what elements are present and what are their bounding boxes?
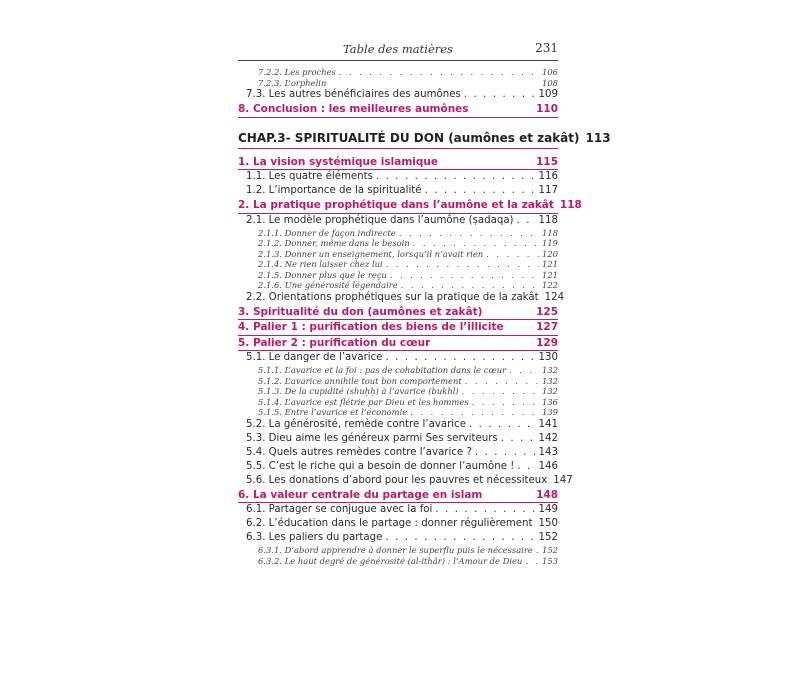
toc-entry-page: 132	[542, 365, 558, 375]
toc-entry-label: 6.3.2. Le haut degré de générosité (al-ithâr) : l’Amour de Dieu	[258, 555, 523, 566]
toc-entry-label: 2.1.4. Ne rien laisser chez lui	[258, 259, 383, 269]
toc-entry	[238, 320, 558, 336]
toc-entry-label: 1.1. Les quatre éléments	[246, 171, 373, 182]
toc-entry	[238, 198, 582, 214]
toc-entry	[238, 446, 558, 460]
toc-entry-label: 2.1. Le modèle prophétique dans l’aumône (ṣadaqa)	[246, 214, 514, 226]
leader-dots	[385, 351, 535, 365]
toc-entry	[238, 291, 565, 305]
leader-dots	[385, 531, 535, 545]
toc-entry	[238, 238, 558, 249]
toc-entry-page: 113	[585, 130, 611, 145]
toc-entry-page: 130	[538, 352, 558, 363]
toc-entry-label: 7.3. Les autres bénéficiaires des aumônes	[246, 89, 461, 100]
toc-entry-label: 6. La valeur centrale du partage en islam	[238, 488, 483, 501]
toc-entry-label: 2.1.6. Une générosité légendaire	[258, 280, 398, 290]
toc-entry-page: 115	[536, 155, 558, 168]
toc-entry-page: 109	[538, 89, 558, 100]
toc-entry-page: 116	[538, 171, 558, 182]
toc-entry-page: 119	[542, 238, 558, 248]
toc-entry-label: 2.1.2. Donner, même dans le besoin	[258, 238, 410, 248]
toc-entry-label: 5.1.3. De la cupidité (shuḥḥ) à l’avarice (bukhl)	[258, 386, 459, 396]
leader-dots	[469, 418, 536, 432]
leader-dots	[413, 238, 539, 249]
leader-dots	[386, 259, 539, 270]
toc-entry-label: 5. Palier 2 : purification du cœur	[238, 336, 431, 349]
leader-dots	[435, 503, 535, 517]
toc-entry-page: 122	[542, 280, 558, 290]
toc-entry	[238, 102, 558, 118]
toc-entry-page: 139	[542, 407, 558, 417]
toc-entry-page: 152	[542, 545, 558, 555]
leader-dots	[509, 365, 539, 376]
toc-entry-label: 6.3. Les paliers du partage	[246, 532, 383, 543]
toc-entry-label: 7.2.3. L’orphelin	[258, 77, 327, 88]
leader-dots	[517, 214, 536, 228]
toc-entry-label: 2.1.5. Donner plus que le reçu	[258, 269, 387, 280]
toc-entry	[238, 228, 558, 239]
toc-entry	[238, 270, 558, 281]
leader-dots	[399, 228, 539, 239]
toc-entry	[238, 155, 558, 171]
toc-entry-label: 5.1.5. Entre l’avarice et l’économie	[258, 407, 408, 417]
toc-entry-label: 2. La pratique prophétique dans l’aumône et la zakât	[238, 199, 554, 211]
toc-entry-page: 110	[536, 103, 558, 115]
toc-entry-label: 4. Palier 1 : purification des biens de l’illicite	[238, 321, 504, 333]
toc-entry-page: 143	[538, 446, 558, 458]
toc-entry-page: 124	[544, 291, 565, 303]
toc-entry-label: 5.1. Le danger de l’avarice	[246, 352, 383, 363]
leader-dots	[376, 170, 536, 184]
toc-entry-label: 6.3.1. D’abord apprendre à donner le superflu puis le nécessaire	[258, 545, 533, 555]
toc-entry	[238, 556, 558, 567]
toc-entry-page: 146	[538, 460, 558, 472]
toc-entry	[238, 305, 558, 321]
toc-entry-label: 2.1.1. Donner de façon indirecte	[258, 227, 396, 238]
toc-entry-label: 1.2. L’importance de la spiritualité	[246, 185, 422, 196]
toc-entry-page: 118	[559, 199, 582, 211]
toc-entry-label: 5.1.4. L’avarice est flétrie par Dieu et les hommes	[258, 396, 469, 407]
toc-entry-label: 1. La vision systémique islamique	[238, 155, 438, 168]
toc-entry-label: 6.2. L’éducation dans le partage : donner régulièrement	[246, 518, 533, 529]
toc-entry	[238, 170, 558, 184]
toc-entry-label: CHAP.3- SPIRITUALITÉ DU DON (aumônes et zakât)	[238, 130, 580, 145]
toc-entry-page: 120	[542, 248, 558, 259]
toc-entry-label: 5.1.1. L’avarice et la foi : pas de cohabitation dans le cœur	[258, 365, 507, 375]
toc-entry	[238, 531, 558, 545]
toc-entry	[238, 67, 558, 78]
leader-dots	[525, 556, 539, 567]
leader-dots	[517, 460, 535, 474]
toc-entry-label: 6.1. Partager se conjugue avec la foi	[246, 504, 433, 515]
toc-entry-label: 5.2. La générosité, remède contre l’avarice	[246, 418, 466, 430]
toc-entry	[238, 418, 558, 432]
toc-entry-page: 121	[542, 259, 558, 269]
leader-dots	[401, 280, 539, 291]
toc-entry-page: 108	[542, 77, 558, 88]
toc-entry	[238, 432, 558, 446]
toc-entry-page: 132	[542, 386, 558, 396]
toc-entry	[238, 503, 558, 517]
toc-entry	[238, 460, 558, 474]
toc-entry	[238, 376, 558, 387]
toc-entry-page: 125	[536, 305, 558, 318]
toc-entry-page: 106	[542, 67, 558, 77]
toc-entry	[238, 407, 558, 418]
toc-entry-page: 127	[536, 321, 558, 333]
toc-entry	[238, 545, 558, 556]
toc-entry-page: 147	[553, 474, 573, 486]
leader-dots	[339, 67, 539, 78]
toc-entry	[238, 88, 558, 102]
leader-dots	[410, 407, 539, 418]
table-of-contents	[238, 67, 611, 566]
toc-entry	[238, 249, 558, 260]
toc-entry-label: 5.3. Dieu aime les généreux parmi Ses serviteurs	[246, 432, 498, 444]
toc-entry-label: 5.4. Quels autres remèdes contre l’avarice ?	[246, 446, 472, 458]
toc-entry-page: 118	[542, 227, 558, 238]
leader-dots	[462, 386, 539, 397]
toc-entry	[238, 488, 558, 504]
toc-entry	[238, 336, 558, 352]
leader-dots	[475, 446, 536, 460]
toc-entry-page: 142	[538, 432, 558, 444]
leader-dots	[465, 376, 539, 387]
leader-dots	[536, 545, 539, 556]
leader-dots	[425, 184, 536, 198]
toc-entry	[238, 128, 611, 149]
running-title: Table des matières	[343, 42, 453, 56]
page-number: 231	[535, 41, 558, 55]
leader-dots	[501, 432, 536, 446]
leader-dots	[464, 88, 536, 102]
toc-entry-page: 149	[538, 504, 558, 515]
toc-entry-page: 117	[538, 185, 558, 196]
toc-entry	[238, 386, 558, 397]
toc-entry	[238, 259, 558, 270]
toc-entry	[238, 351, 558, 365]
toc-entry-label: 3. Spiritualité du don (aumônes et zakât)	[238, 305, 483, 318]
leader-dots	[486, 249, 539, 260]
toc-entry-page: 141	[538, 418, 558, 430]
toc-entry-label: 2.1.3. Donner un enseignement, lorsqu’il n’avait rien	[258, 248, 484, 259]
toc-entry	[238, 365, 558, 376]
toc-entry	[238, 280, 558, 291]
toc-entry-page: 150	[538, 518, 558, 529]
toc-entry-label: 2.2. Orientations prophétiques sur la pratique de la zakât	[246, 291, 539, 303]
toc-entry	[238, 474, 573, 488]
toc-entry	[238, 397, 558, 408]
toc-entry-page: 129	[536, 336, 558, 349]
leader-dots	[390, 270, 539, 281]
toc-entry-label: 5.1.2. L’avarice annihile tout bon comportement	[258, 375, 462, 386]
toc-entry	[238, 184, 558, 198]
toc-entry	[238, 214, 558, 228]
toc-entry-page: 152	[538, 532, 558, 543]
toc-entry-page: 118	[538, 214, 558, 226]
toc-entry-page: 153	[542, 555, 558, 566]
toc-entry-label: 5.5. C’est le riche qui a besoin de donner l’aumône !	[246, 460, 515, 472]
toc-entry-page: 136	[542, 396, 558, 407]
toc-entry-page: 121	[542, 269, 558, 280]
toc-entry	[238, 517, 558, 531]
toc-entry-label: 7.2.2. Les proches	[258, 67, 336, 77]
toc-entry-page: 148	[536, 488, 558, 501]
page-header	[238, 38, 558, 61]
toc-page	[238, 38, 611, 566]
toc-entry-label: 5.6. Les donations d’abord pour les pauvres et nécessiteux	[246, 474, 548, 486]
toc-entry-page: 132	[542, 375, 558, 386]
toc-entry	[238, 78, 558, 89]
toc-entry-label: 8. Conclusion : les meilleures aumônes	[238, 103, 469, 115]
leader-dots	[472, 397, 539, 408]
